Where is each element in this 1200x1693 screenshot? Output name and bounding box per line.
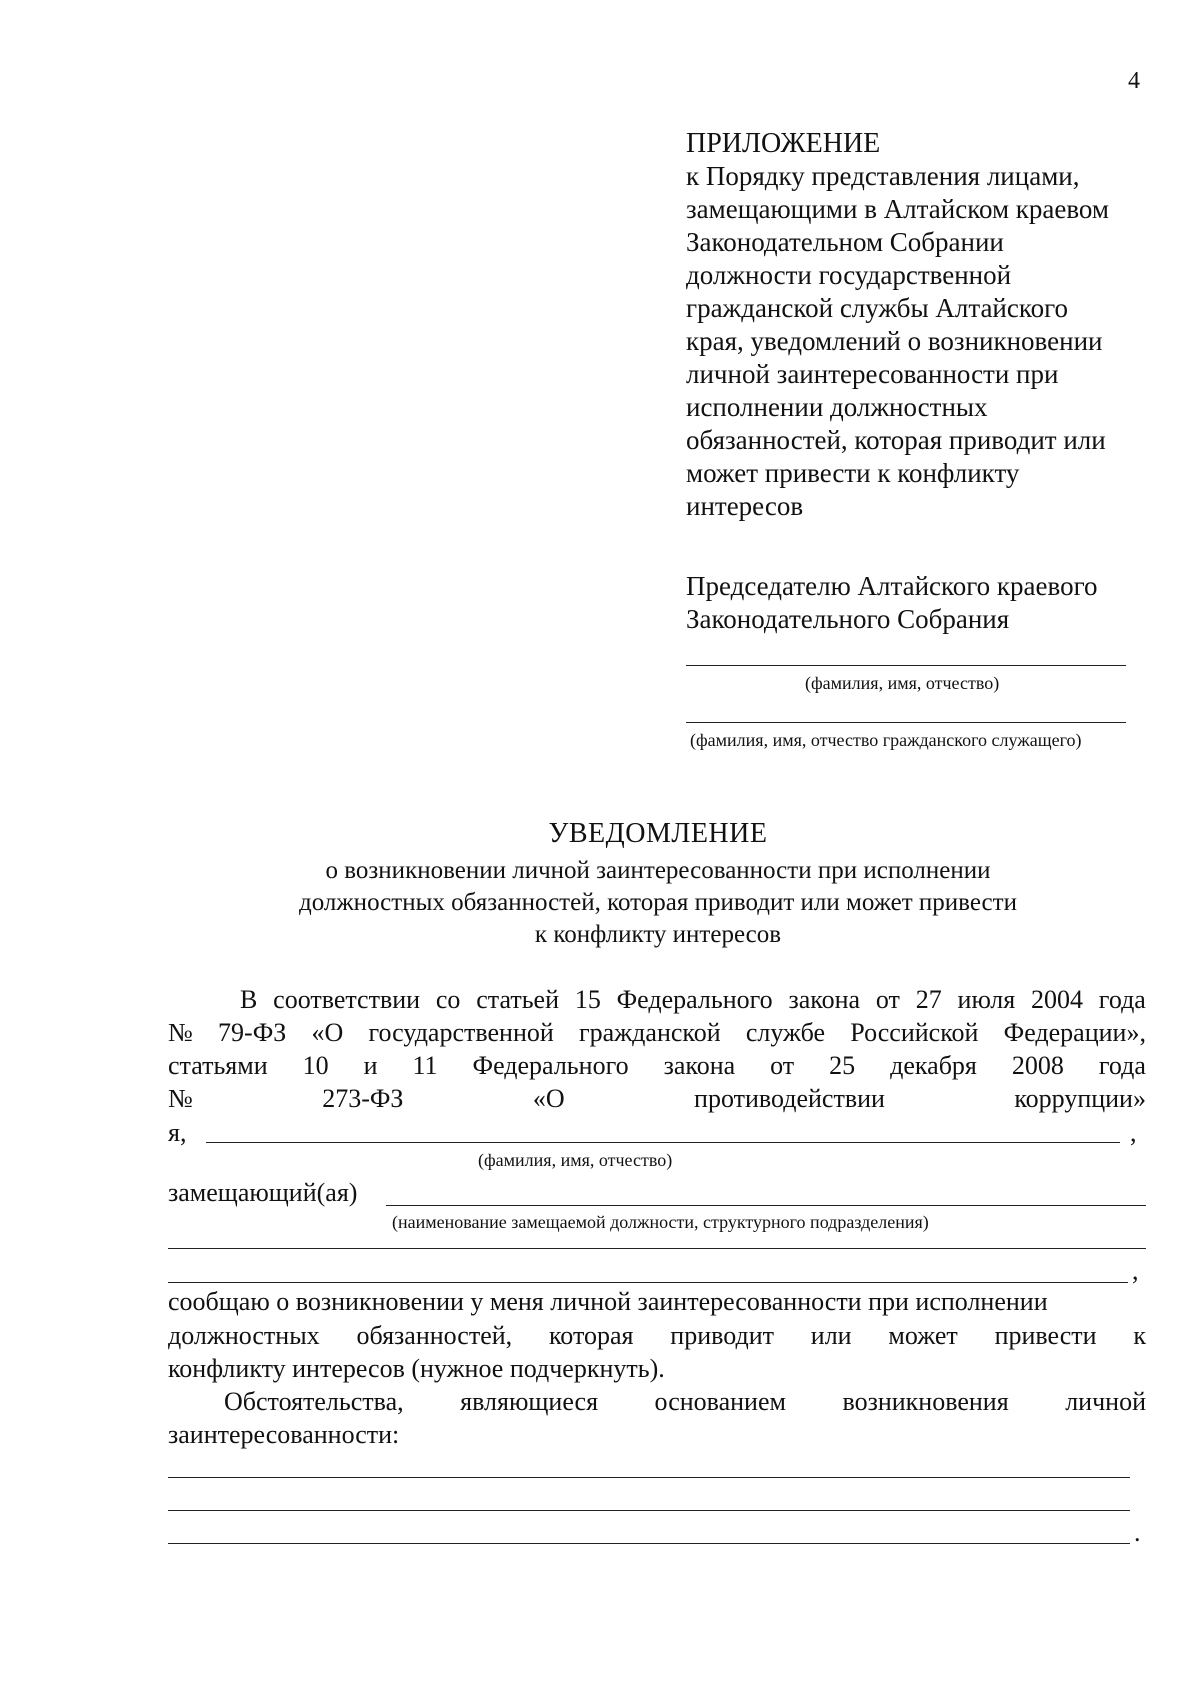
word: или xyxy=(810,1321,852,1350)
word: «О xyxy=(532,1084,565,1113)
word: являющиеся xyxy=(460,1387,599,1416)
word: Обстоятельства, xyxy=(224,1387,404,1416)
word: гражданской xyxy=(579,1018,721,1047)
word: № xyxy=(168,1018,193,1047)
word: от xyxy=(875,985,900,1014)
position-line[interactable] xyxy=(386,1205,1146,1206)
word: личной xyxy=(1065,1387,1146,1416)
word: службе xyxy=(745,1018,826,1047)
word: Федерации», xyxy=(1003,1018,1146,1047)
body-line-1 xyxy=(240,985,1146,1015)
body-line-3 xyxy=(168,1051,1146,1081)
word: статьей xyxy=(476,985,560,1014)
body-line-4 xyxy=(168,1084,1146,1114)
appendix-line: Законодательном Собрании xyxy=(686,227,1004,257)
word: Федерального xyxy=(616,985,773,1014)
word: должностных xyxy=(168,1321,320,1350)
word: со xyxy=(435,985,461,1014)
word: соответствии xyxy=(273,985,421,1014)
circumstances-fill-line[interactable] xyxy=(168,1477,1130,1478)
appendix-line: может привести к конфликту xyxy=(686,458,1020,488)
appendix-line: гражданской службы Алтайского xyxy=(686,293,1069,323)
word: от xyxy=(770,1051,795,1080)
word: к xyxy=(1133,1321,1146,1350)
body-line-2 xyxy=(168,1018,1146,1048)
word: 15 xyxy=(574,985,601,1014)
word: основанием xyxy=(654,1387,786,1416)
word: Российской xyxy=(850,1018,979,1047)
report-line-2 xyxy=(168,1321,1146,1351)
word: привести xyxy=(994,1321,1097,1350)
appendix-line: интересов xyxy=(686,491,804,521)
employee-name-caption: (фамилия, имя, отчество гражданского служащего) xyxy=(690,730,1082,750)
appendix-line: к Порядку представления лицами, xyxy=(686,161,1080,191)
addressee-block xyxy=(686,570,1156,636)
word: 2008 xyxy=(1011,1051,1064,1080)
word: декабря xyxy=(890,1051,977,1080)
position-comma: , xyxy=(1132,1256,1139,1285)
notice-subtitle-line: должностных обязанностей, которая приводит или может привести xyxy=(299,889,1017,916)
word: может xyxy=(888,1321,958,1350)
appendix-line: края, уведомлений о возникновении xyxy=(686,326,1103,356)
word: государственной xyxy=(368,1018,554,1047)
word: года xyxy=(1098,1051,1146,1080)
word: «О xyxy=(311,1018,344,1047)
word: 273-ФЗ xyxy=(322,1084,404,1113)
word: 79-ФЗ xyxy=(218,1018,287,1047)
word: противодействии xyxy=(694,1084,885,1113)
appendix-line: должности государственной xyxy=(686,260,1012,290)
notice-title: УВЕДОМЛЕНИЕ xyxy=(548,818,768,849)
ya-comma: , xyxy=(1130,1118,1137,1147)
word: статьями xyxy=(168,1051,268,1080)
word: закона xyxy=(663,1051,736,1080)
word: В xyxy=(240,985,258,1014)
appendix-line: обязанностей, которая приводит или xyxy=(686,425,1106,455)
word: июля xyxy=(957,985,1016,1014)
addressee-line: Председателю Алтайского краевого xyxy=(686,571,1098,601)
final-period: . xyxy=(1134,1518,1141,1547)
word: и xyxy=(363,1051,378,1080)
word: обязанностей, xyxy=(356,1321,513,1350)
word: 2004 xyxy=(1030,985,1083,1014)
fio-caption: (фамилия, имя, отчество) xyxy=(478,1150,673,1170)
position-caption: (наименование замещаемой должности, структурного подразделения) xyxy=(392,1212,929,1232)
appendix-header xyxy=(686,127,1156,523)
word: 27 xyxy=(915,985,942,1014)
word: 10 xyxy=(302,1051,329,1080)
chairman-name-line[interactable] xyxy=(686,665,1126,666)
word: которая xyxy=(548,1321,634,1350)
appendix-line: замещающими в Алтайском краевом xyxy=(686,194,1109,224)
word: Федерального xyxy=(472,1051,629,1080)
fio-line[interactable] xyxy=(206,1142,1120,1143)
word: коррупции» xyxy=(1014,1084,1146,1113)
word: приводит xyxy=(670,1321,774,1350)
circumstances-fill-line[interactable] xyxy=(168,1543,1130,1544)
ya-label: я, xyxy=(168,1118,187,1147)
circumstances-line-2: заинтересованности: xyxy=(168,1420,400,1449)
position-line-continued[interactable] xyxy=(168,1248,1146,1249)
chairman-name-caption: (фамилия, имя, отчество) xyxy=(805,673,1000,693)
word: закона xyxy=(788,985,861,1014)
employee-name-line[interactable] xyxy=(686,722,1126,723)
report-line-1: сообщаю о возникновении у меня личной заинтересованности при исполнении xyxy=(168,1287,1048,1316)
report-line-3: конфликту интересов (нужное подчеркнуть). xyxy=(168,1354,665,1383)
position-label: замещающий(ая) xyxy=(168,1178,358,1207)
addressee-line: Законодательного Собрания xyxy=(686,604,1010,634)
word: 11 xyxy=(412,1051,438,1080)
circumstances-fill-line[interactable] xyxy=(168,1510,1130,1511)
circumstances-line-1 xyxy=(224,1387,1146,1417)
word: возникновения xyxy=(842,1387,1009,1416)
position-line-continued[interactable] xyxy=(168,1282,1128,1283)
notice-subtitle-line: о возникновении личной заинтересованности при исполнении xyxy=(325,857,991,884)
appendix-line: личной заинтересованности при xyxy=(686,359,1059,389)
appendix-title: ПРИЛОЖЕНИЕ xyxy=(686,128,881,159)
page-number: 4 xyxy=(1128,68,1140,94)
appendix-line: исполнении должностных xyxy=(686,392,988,422)
notice-subtitle-line: к конфликту интересов xyxy=(534,921,782,948)
word: 25 xyxy=(829,1051,856,1080)
word: года xyxy=(1098,985,1146,1014)
word: № xyxy=(168,1084,193,1113)
